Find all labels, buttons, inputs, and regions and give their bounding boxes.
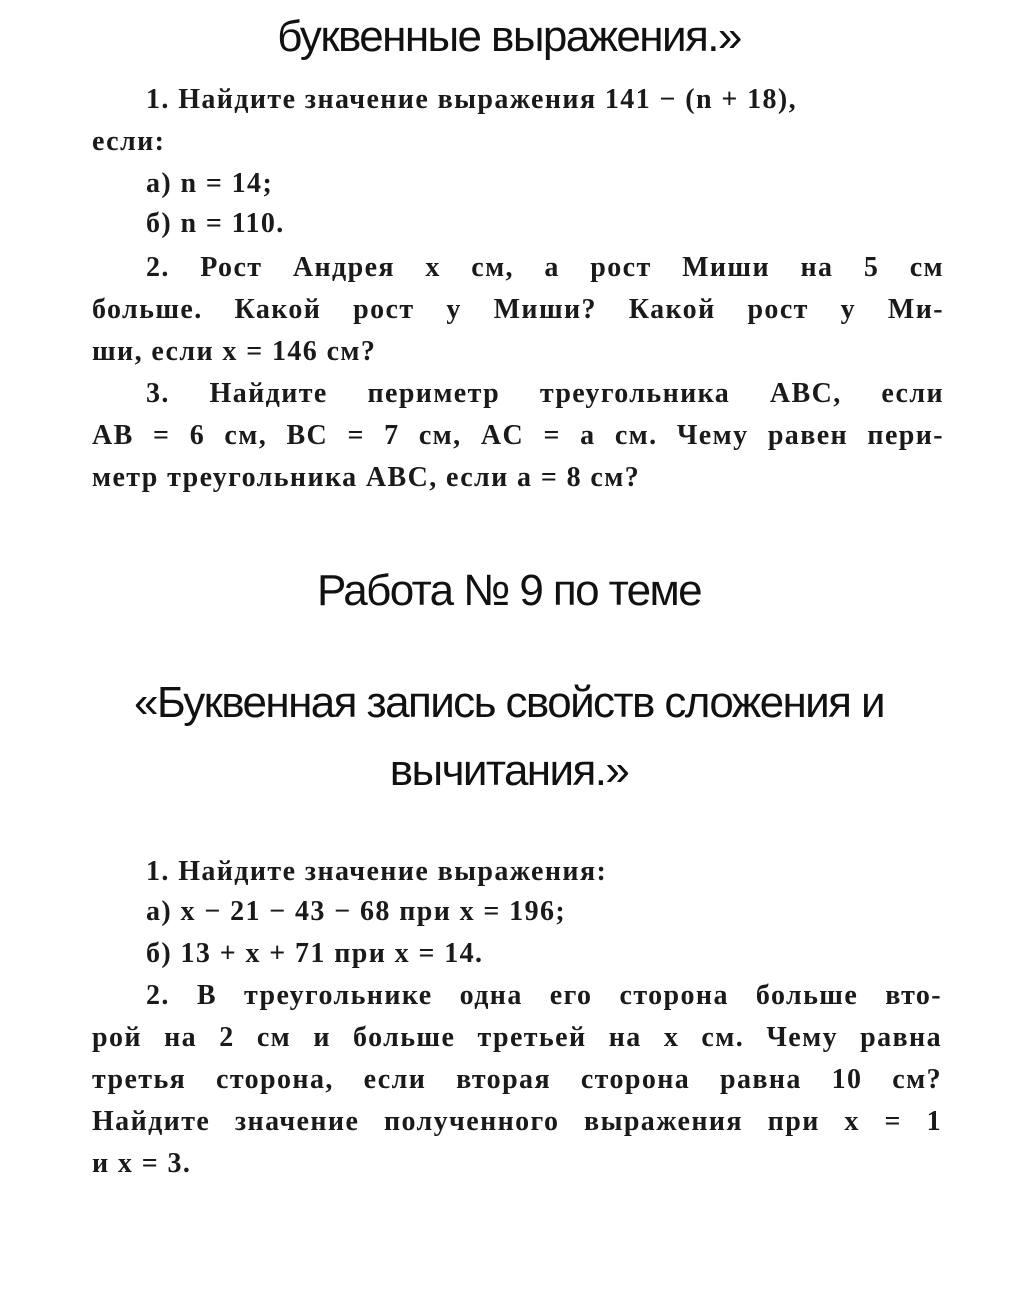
s1-problem1-line1: 1. Найдите значение выражения 141 − (n + 18), — [146, 84, 798, 115]
section1-title: буквенные выражения.» — [277, 12, 741, 61]
s2-problem1-option-a: а) x − 21 − 43 − 68 при x = 196; — [146, 896, 567, 927]
s2-problem1-line1: 1. Найдите значение выражения: — [146, 856, 608, 887]
s2-problem1-option-b: б) 13 + x + 71 при x = 14. — [146, 938, 484, 969]
s1-problem2-line1: 2. Рост Андрея x см, а рост Миши на 5 см — [146, 252, 944, 283]
s2-problem2-line2: рой на 2 см и больше третьей на x см. Чему равна — [92, 1022, 942, 1053]
topic-title-line1: «Буквенная запись свойств сложения и — [134, 678, 884, 727]
s1-problem1-option-a: а) n = 14; — [146, 168, 274, 199]
work-title: Работа № 9 по теме — [316, 566, 702, 615]
s2-problem2-line5: и x = 3. — [92, 1148, 192, 1179]
s1-problem2-line3: ши, если x = 146 см? — [92, 336, 377, 367]
s1-problem3-line2: AB = 6 см, BC = 7 см, AC = a см. Чему равен пери- — [92, 420, 944, 451]
s1-problem1-line2: если: — [92, 126, 166, 157]
s2-problem2-line3: третья сторона, если вторая сторона равна 10 см? — [92, 1064, 942, 1095]
s1-problem3-line3: метр треугольника ABC, если a = 8 см? — [92, 462, 641, 493]
s2-problem2-line4: Найдите значение полученного выражения при x = 1 — [92, 1106, 942, 1137]
s2-problem2-line1: 2. В треугольнике одна его сторона больше вто- — [146, 980, 942, 1011]
s1-problem3-line1: 3. Найдите периметр треугольника ABC, если — [146, 378, 944, 409]
s1-problem2-line2: больше. Какой рост у Миши? Какой рост у Ми- — [92, 294, 944, 325]
topic-title-line2: вычитания.» — [389, 746, 629, 795]
s1-problem1-option-b: б) n = 110. — [146, 208, 285, 239]
